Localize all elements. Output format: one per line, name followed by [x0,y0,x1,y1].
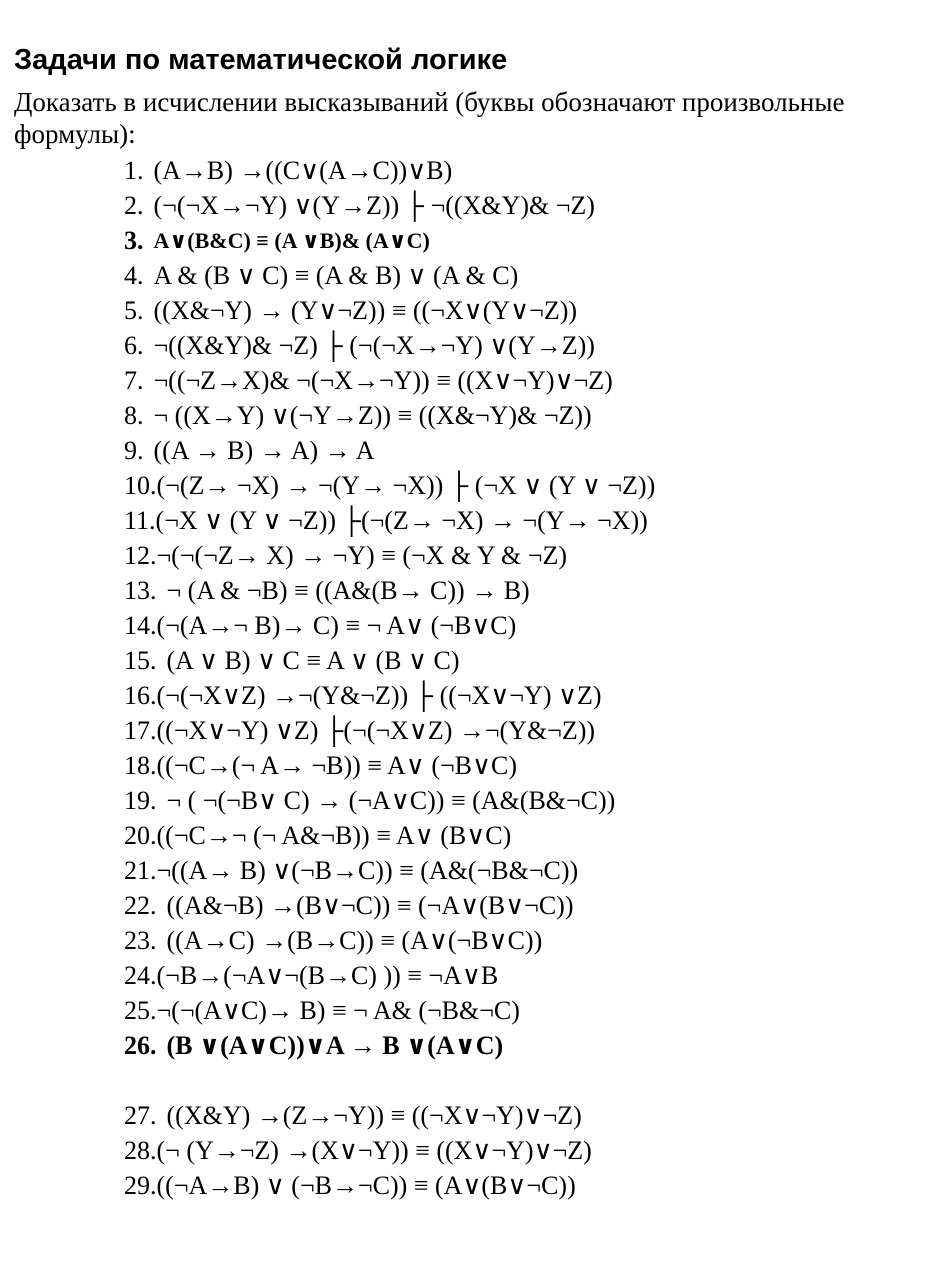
problem-number: 22. [124,891,157,920]
problem-item [124,153,914,188]
problem-number: 21. [124,856,157,885]
problem-item [124,993,914,1028]
problem-formula: ¬ ((X→Y) ∨(¬Y→Z)) ≡ ((X&¬Y)& ¬Z)) [153,401,592,430]
problem-item [124,678,914,713]
problem-formula: ¬((X&Y)& ¬Z) ├ (¬(¬X→¬Y) ∨(Y→Z)) [153,331,595,360]
problem-formula: (¬B→(¬A∨¬(B→C) )) ≡ ¬A∨B [156,961,499,990]
problem-number: 15. [124,646,157,675]
problem-item [124,853,914,888]
problem-formula: (A ∨ B) ∨ C ≡ A ∨ (B ∨ C) [166,646,460,675]
problem-formula: (¬ (Y→¬Z) →(X∨¬Y)) ≡ ((X∨¬Y)∨¬Z) [156,1136,592,1165]
problem-item [124,748,914,783]
problem-formula: ¬(¬(¬Z→ X) → ¬Y) ≡ (¬X & Y & ¬Z) [156,541,567,570]
problem-number: 3. [124,226,144,255]
problem-item [124,293,914,328]
problem-formula: ((¬X∨¬Y) ∨Z) ├(¬(¬X∨Z) →¬(Y&¬Z)) [156,716,596,745]
problem-item [124,433,914,468]
problem-formula: (¬(¬X→¬Y) ∨(Y→Z)) ├ ¬((X&Y)& ¬Z) [153,191,595,220]
problem-number: 1. [124,156,144,185]
problem-number: 25. [124,996,157,1025]
problem-item [124,818,914,853]
problem-item [124,223,914,258]
problem-item [124,1028,914,1063]
problem-formula: (A→B) →((C∨(A→C))∨B) [153,156,453,185]
problem-formula: ¬((¬Z→X)& ¬(¬X→¬Y)) ≡ ((X∨¬Y)∨¬Z) [153,366,613,395]
problem-formula: ((A&¬B) →(B∨¬C)) ≡ (¬A∨(B∨¬C)) [166,891,574,920]
problem-number: 14. [124,611,157,640]
problem-number: 29. [124,1171,157,1200]
problem-number: 10. [124,471,157,500]
problem-formula: A & (B ∨ C) ≡ (A & B) ∨ (A & C) [153,261,519,290]
problem-item [124,923,914,958]
problem-formula: (¬X ∨ (Y ∨ ¬Z)) ├(¬(Z→ ¬X) → ¬(Y→ ¬X)) [155,506,648,535]
problem-item [124,468,914,503]
problem-number: 16. [124,681,157,710]
problem-item [124,1168,914,1203]
problem-item [124,398,914,433]
problem-list [124,153,914,1203]
problem-formula: (¬(¬X∨Z) →¬(Y&¬Z)) ├ ((¬X∨¬Y) ∨Z) [156,681,602,710]
problem-formula: ((A→C) →(B→C)) ≡ (A∨(¬B∨C)) [166,926,543,955]
problem-formula: ((X&Y) →(Z→¬Y)) ≡ ((¬X∨¬Y)∨¬Z) [166,1101,582,1130]
problem-formula: ((X&¬Y) → (Y∨¬Z)) ≡ ((¬X∨(Y∨¬Z)) [153,296,578,325]
problem-formula: ¬ ( ¬(¬B∨ C) → (¬A∨C)) ≡ (A&(B&¬C)) [166,786,616,815]
problem-item [124,503,914,538]
problem-item [124,328,914,363]
problem-item [124,888,914,923]
problem-formula: ((¬A→B) ∨ (¬B→¬C)) ≡ (A∨(B∨¬C)) [156,1171,576,1200]
problem-number: 6. [124,331,144,360]
problem-item [124,363,914,398]
problem-formula: (¬(A→¬ B)→ C) ≡ ¬ A∨ (¬B∨C) [156,611,517,640]
problem-number: 2. [124,191,144,220]
problem-formula: ¬((A→ B) ∨(¬B→C)) ≡ (A&(¬B&¬C)) [156,856,579,885]
problem-item [124,713,914,748]
problem-number: 20. [124,821,157,850]
problem-formula: ((¬C→(¬ A→ ¬B)) ≡ A∨ (¬B∨C) [156,751,518,780]
problem-formula: A∨(B&C) ≡ (A ∨B)& (A∨C) [153,228,430,253]
problem-number: 19. [124,786,157,815]
problem-number: 4. [124,261,144,290]
problem-number: 8. [124,401,144,430]
problem-item [124,1133,914,1168]
problem-number: 13. [124,576,157,605]
problem-formula: ((A → B) → A) → A [153,436,375,465]
problem-item [124,573,914,608]
intro-text: Доказать в исчислении высказываний (буквы обозначают произвольные формулы): [14,87,845,149]
problem-item [124,188,914,223]
problem-number: 24. [124,961,157,990]
problem-number: 26. [124,1031,157,1060]
problem-formula: (B ∨(A∨C))∨A → B ∨(A∨C) [166,1031,504,1060]
problem-number: 7. [124,366,144,395]
page-title: Задачи по математической логике [14,44,508,76]
problem-item [124,958,914,993]
problem-item [124,608,914,643]
problem-number: 11. [124,506,156,535]
problem-formula: ¬ (A & ¬B) ≡ ((A&(B→ C)) → B) [166,576,530,605]
problem-number: 5. [124,296,144,325]
problem-item [124,643,914,678]
problem-item [124,783,914,818]
problem-formula: ((¬C→¬ (¬ A&¬B)) ≡ A∨ (B∨C) [156,821,512,850]
problem-number: 18. [124,751,157,780]
problem-formula: (¬(Z→ ¬X) → ¬(Y→ ¬X)) ├ (¬X ∨ (Y ∨ ¬Z)) [156,471,656,500]
problem-number: 9. [124,436,144,465]
problem-number: 17. [124,716,157,745]
problem-number: 27. [124,1101,157,1130]
problem-number: 12. [124,541,157,570]
problem-number: 28. [124,1136,157,1165]
problem-item [124,1098,914,1133]
problem-item [124,538,914,573]
problem-formula: ¬(¬(A∨C)→ B) ≡ ¬ A& (¬B&¬C) [156,996,520,1025]
problem-item [124,258,914,293]
problem-number: 23. [124,926,157,955]
